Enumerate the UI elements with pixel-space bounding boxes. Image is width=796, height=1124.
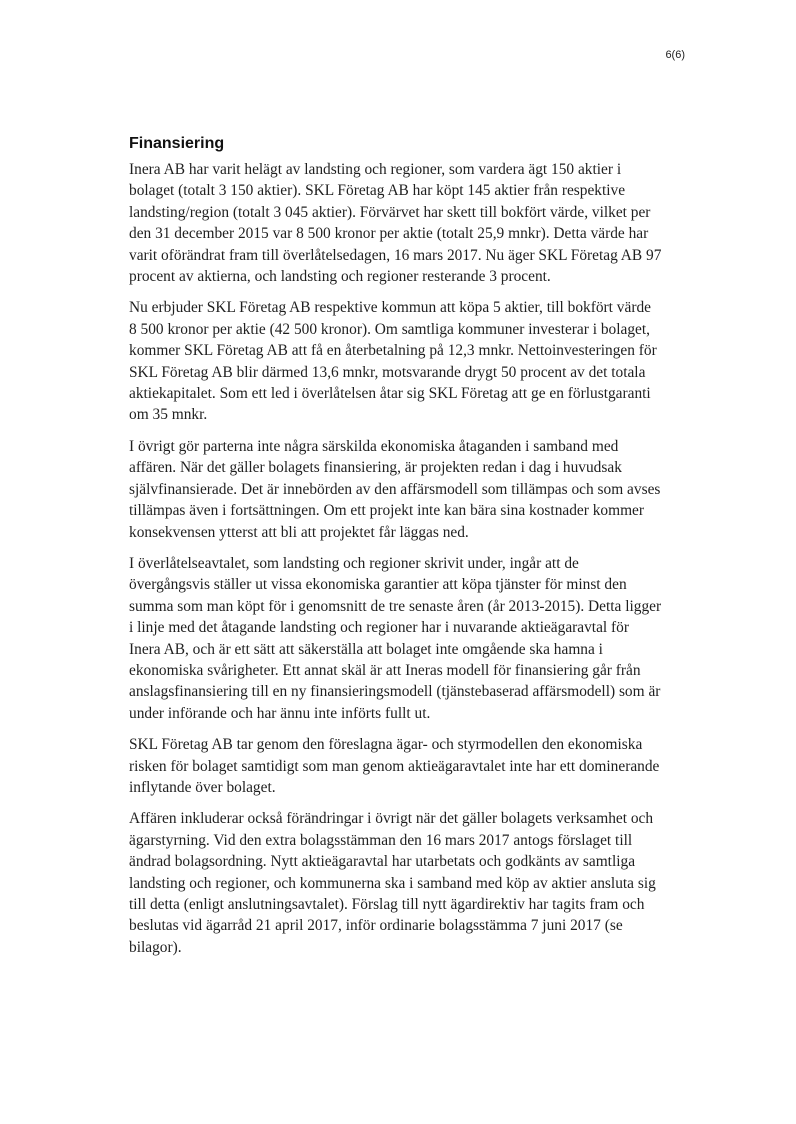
paragraph <box>129 297 689 425</box>
paragraph-line: anslagsfinansiering till en ny finansieringsmodell (tjänstebaserad affärsmodell) som är <box>129 683 661 701</box>
paragraph-line: övergångsvis ställer ut vissa ekonomiska garantier att köpa tjänster för minst den <box>129 576 627 594</box>
paragraph <box>129 808 689 958</box>
paragraph-line: risken för bolaget samtidigt som man genom aktieägaravtalet inte har ett dominerande <box>129 757 660 775</box>
paragraph-line: bilagor). <box>129 938 182 956</box>
paragraph <box>129 159 689 287</box>
paragraph-line: inflytande över bolaget. <box>129 778 276 796</box>
paragraph-line: I överlåtelseavtalet, som landsting och regioner skrivit under, ingår att de <box>129 554 579 572</box>
paragraph-line: landsting och regioner, och kommunerna ska i samband med köp av aktier ansluta sig <box>129 874 656 892</box>
paragraph-line: bolaget (totalt 3 150 aktier). SKL Företag AB har köpt 145 aktier från respektive <box>129 182 626 200</box>
paragraph-line: i linje med det åtagande landsting och regioner har i nuvarande aktieägaravtal för <box>129 619 629 637</box>
paragraph-list <box>129 159 689 958</box>
paragraph <box>129 553 689 724</box>
paragraph-line: ändrad bolagsordning. Nytt aktieägaravtal har utarbetats och godkänts av samtliga <box>129 853 636 871</box>
page-number: 6(6) <box>665 49 685 61</box>
paragraph-line: SKL Företag AB blir därmed 13,6 mnkr, motsvarande drygt 50 procent av det totala <box>129 363 646 381</box>
paragraph-line: I övrigt gör parterna inte några särskilda ekonomiska åtaganden i samband med <box>129 437 619 455</box>
paragraph-line: 8 500 kronor per aktie (42 500 kronor). Om samtliga kommuner investerar i bolaget, <box>129 320 651 338</box>
paragraph-line: den 31 december 2015 var 8 500 kronor per aktie (totalt 25,9 mnkr). Detta värde har <box>129 225 649 243</box>
paragraph-line: landsting/region (totalt 3 045 aktier). Förvärvet har skett till bokfört värde, vilket per <box>129 203 651 221</box>
paragraph-line: ekonomiska svårigheter. Ett annat skäl är att Ineras modell för finansiering går från <box>129 661 641 679</box>
paragraph-line: tillämpas även i fortsättningen. Om ett projekt inte kan bära sina kostnader kommer <box>129 502 645 520</box>
paragraph-line: SKL Företag AB tar genom den föreslagna ägar- och styrmodellen den ekonomiska <box>129 736 643 754</box>
paragraph-line: procent av aktierna, och landsting och regioner resterande 3 procent. <box>129 268 551 286</box>
paragraph-line: kommer SKL Företag AB att få en återbetalning på 12,3 mnkr. Nettoinvesteringen för <box>129 342 657 360</box>
paragraph-line: till detta (enligt anslutningsavtalet). Förslag till nytt ägardirektiv har tagits fram och <box>129 896 645 913</box>
paragraph-line: under införande och har ännu inte införts fullt ut. <box>129 704 431 722</box>
paragraph-line: aktiekapitalet. Som ett led i överlåtelsen åtar sig SKL Företag att ge en förlustgaranti <box>129 385 651 403</box>
paragraph-line: varit oförändrat fram till överlåtelsedagen, 16 mars 2017. Nu äger SKL Företag AB 97 <box>129 246 662 264</box>
document-body <box>129 135 689 968</box>
paragraph-line: affären. När det gäller bolagets finansiering, är projekten redan i dag i huvudsak <box>129 459 622 477</box>
paragraph <box>129 734 689 798</box>
paragraph-line: Inera AB, och är ett sätt att säkerställa att bolaget inte omgående ska hamna i <box>129 640 603 658</box>
paragraph-line: Affären inkluderar också förändringar i övrigt när det gäller bolagets verksamhet och <box>129 810 654 828</box>
paragraph-line: självfinansierade. Det är innebörden av den affärsmodell som tillämpas och som avses <box>129 480 661 498</box>
paragraph-line: om 35 mnkr. <box>129 406 208 424</box>
paragraph <box>129 436 689 543</box>
paragraph-line: Nu erbjuder SKL Företag AB respektive kommun att köpa 5 aktier, till bokfört värde <box>129 299 651 317</box>
paragraph-line: summa som man köpt för i genomsnitt de tre senaste åren (år 2013-2015). Detta ligger <box>129 597 662 615</box>
paragraph-line: Inera AB har varit helägt av landsting och regioner, som vardera ägt 150 aktier i <box>129 161 622 178</box>
section-heading-finansiering: Finansiering <box>129 135 225 152</box>
paragraph-line: konsekvensen ytterst att bli att projektet får läggas ned. <box>129 523 469 541</box>
paragraph-line: beslutas vid ägarråd 21 april 2017, inför ordinarie bolagsstämma 7 juni 2017 (se <box>129 917 623 935</box>
paragraph-line: ägarstyrning. Vid den extra bolagsstämman den 16 mars 2017 antogs förslaget till <box>129 831 633 849</box>
